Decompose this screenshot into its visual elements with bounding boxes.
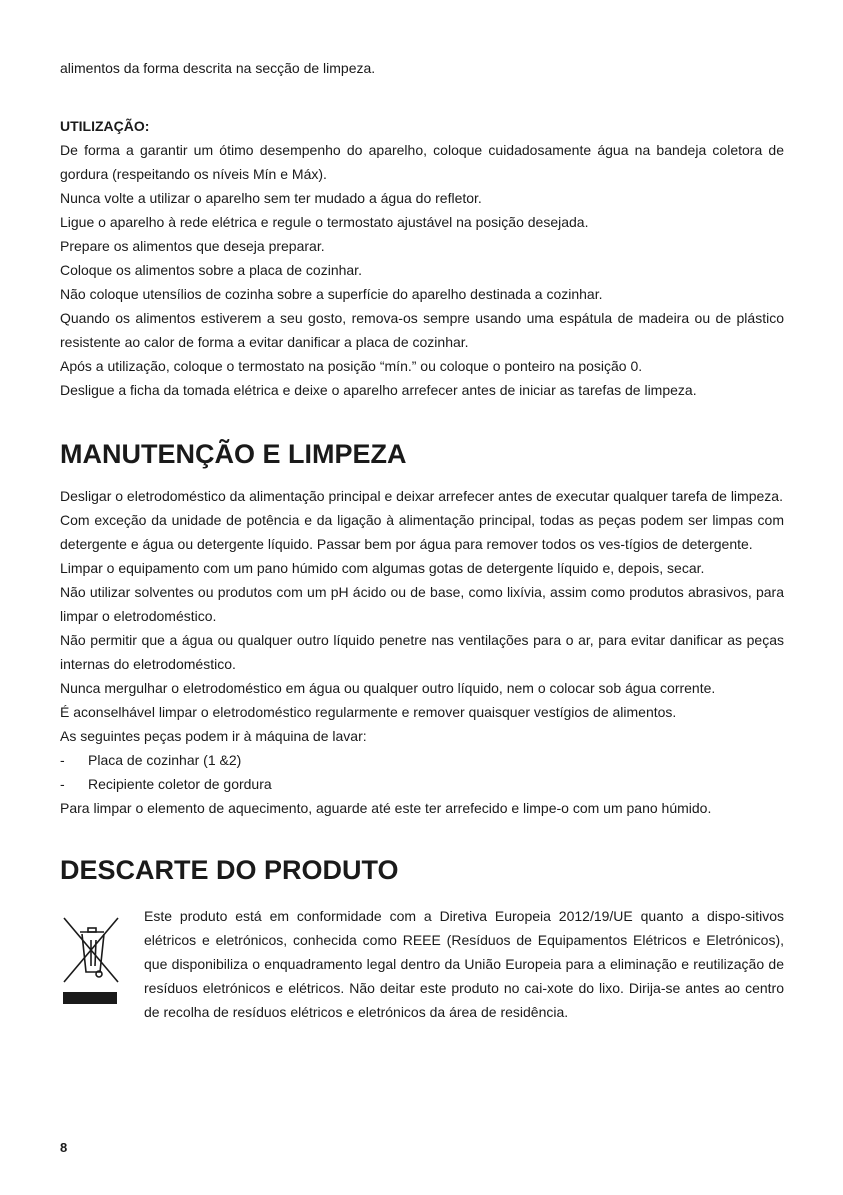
usage-paragraph: Prepare os alimentos que deseja preparar. <box>60 238 325 254</box>
page-number: 8 <box>60 1140 68 1155</box>
maintenance-section <box>60 438 784 820</box>
maintenance-closing: Para limpar o elemento de aquecimento, aguarde até este ter arrefecido e limpe-o com um pano húmido. <box>60 800 712 816</box>
usage-title: UTILIZAÇÃO: <box>60 118 150 134</box>
maintenance-paragraph: Com exceção da unidade de potência e da ligação à alimentação principal, todas as peças podem ser limpas com detergente e água ou detergente líquido. Passar bem por água para remover todos os ves-tígios de detergente. <box>60 512 784 552</box>
usage-paragraph: Não coloque utensílios de cozinha sobre a superfície do aparelho destinada a cozinhar. <box>60 286 603 302</box>
maintenance-paragraph: É aconselhável limpar o eletrodoméstico regularmente e remover quaisquer vestígios de alimentos. <box>60 704 677 720</box>
maintenance-paragraph: As seguintes peças podem ir à máquina de lavar: <box>60 728 367 744</box>
list-item-text: Placa de cozinhar (1 &2) <box>88 752 242 768</box>
usage-section <box>60 114 784 402</box>
disposal-section <box>60 854 784 1024</box>
usage-paragraph: Nunca volte a utilizar o aparelho sem ter mudado a água do refletor. <box>60 190 482 206</box>
intro-line: alimentos da forma descrita na secção de limpeza. <box>60 60 376 76</box>
usage-paragraph: Desligue a ficha da tomada elétrica e deixe o aparelho arrefecer antes de iniciar as tarefas de limpeza. <box>60 382 697 398</box>
usage-paragraph: Coloque os alimentos sobre a placa de cozinhar. <box>60 262 362 278</box>
list-item <box>60 748 784 772</box>
disposal-text: Este produto está em conformidade com a Diretiva Europeia 2012/19/UE quanto a dispo-sitivos elétricos e eletrónicos, conhecida como REEE (Resíduos de Equipamentos Elétricos e Eletrónicos), que disponibiliza o enquadramento legal dentro da União Europeia para a eliminação e reutilização de resíduos eletrónicos e elétricos. Não deitar este produto no cai-xote do lixo. Dirija-se antes ao centro de recolha de resíduos elétricos e eletrónicos da área de residência. <box>144 908 784 1020</box>
maintenance-paragraph: Não utilizar solventes ou produtos com um pH ácido ou de base, como lixívia, assim como produtos abrasivos, para limpar o eletrodoméstico. <box>60 584 784 624</box>
list-item-text: Recipiente coletor de gordura <box>88 776 272 792</box>
usage-paragraph: Quando os alimentos estiverem a seu gosto, remova-os sempre usando uma espátula de madeira ou de plástico resistente ao calor de forma a evitar danificar a placa de cozinhar. <box>60 310 784 350</box>
document-page <box>60 56 784 1024</box>
maintenance-paragraph: Nunca mergulhar o eletrodoméstico em água ou qualquer outro líquido, nem o colocar sob água corrente. <box>60 680 716 696</box>
maintenance-paragraph: Não permitir que a água ou qualquer outro líquido penetre nas ventilações para o ar, para evitar danificar as peças internas do eletrodoméstico. <box>60 632 784 672</box>
weee-crossed-bin-icon <box>60 904 144 1009</box>
list-item <box>60 772 784 796</box>
maintenance-paragraph: Limpar o equipamento com um pano húmido com algumas gotas de detergente líquido e, depois, secar. <box>60 560 705 576</box>
disposal-title: DESCARTE DO PRODUTO <box>60 855 399 885</box>
list-dash: - <box>60 752 65 768</box>
usage-paragraph: Após a utilização, coloque o termostato na posição “mín.” ou coloque o ponteiro na posição 0. <box>60 358 643 374</box>
maintenance-paragraph: Desligar o eletrodoméstico da alimentação principal e deixar arrefecer antes de executar qualquer tarefa de limpeza. <box>60 488 783 504</box>
usage-paragraph: Ligue o aparelho à rede elétrica e regule o termostato ajustável na posição desejada. <box>60 214 589 230</box>
list-dash: - <box>60 776 65 792</box>
maintenance-title: MANUTENÇÃO E LIMPEZA <box>60 439 407 469</box>
usage-paragraph: De forma a garantir um ótimo desempenho do aparelho, coloque cuidadosamente água na bandeja coletora de gordura (respeitando os níveis Mín e Máx). <box>60 142 784 182</box>
